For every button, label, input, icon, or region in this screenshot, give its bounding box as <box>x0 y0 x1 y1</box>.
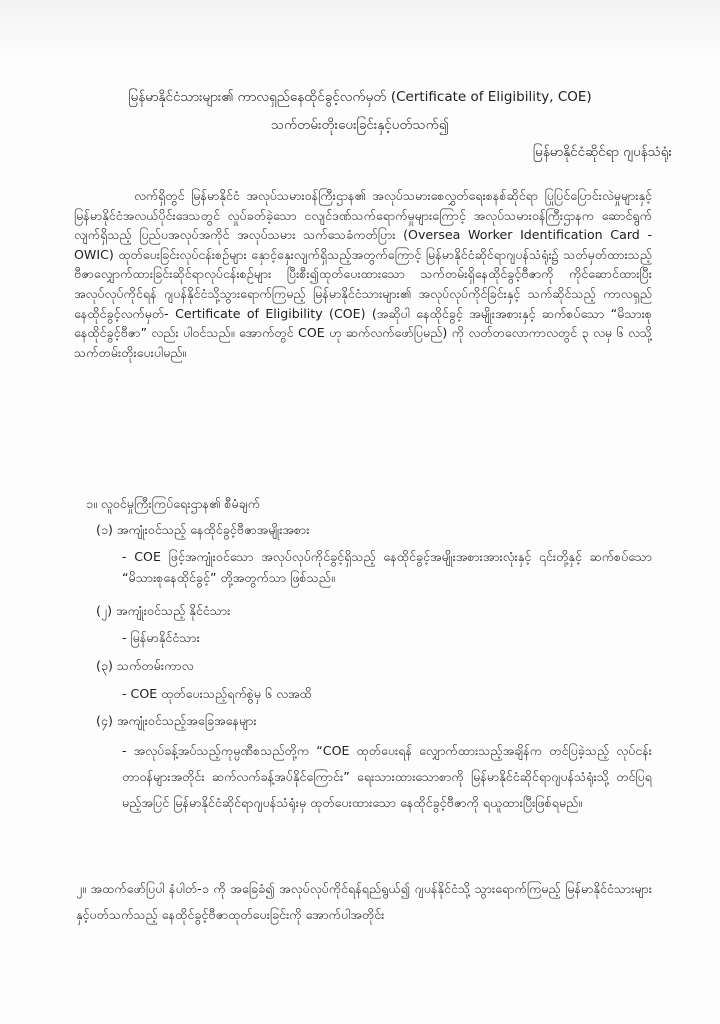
intro-paragraph <box>74 186 652 468</box>
item-1-body: - COE ဖြင့်အကျုံးဝင်သော အလုပ်လုပ်ကိုင်ခွင့်ရှိသည့် နေထိုင်ခွင့်အမျိုးအစားအားလုံးနှင့် ၎င်းတို့နှင့် ဆက်စပ်သော “မိသားစုနေထိုင်ခွင့်” တို့အတွက်သာ ဖြစ်သည်။ <box>122 549 652 585</box>
issuing-organization: မြန်မာနိုင်ငံဆိုင်ရာ ဂျပန်သံရုံး <box>532 144 672 160</box>
intro-text: လက်ရှိတွင် မြန်မာနိုင်ငံ အလုပ်သမားဝန်ကြီးဌာန၏ အလုပ်သမားစေလွှတ်ရေးစနစ်ဆိုင်ရာ ပြုပြင်ပြောင်းလဲမှုများနှင့် မြန်မာနိုင်ငံအလယ်ပိုင်းဒေသတွင် လှုပ်ခတ်ခဲ့သော ငလျင်ဒဏ်သက်ရောက်မှုများကြောင့် အလုပ်သမားဝန်ကြီးဌာနက ဆောင်ရွက်လျက်ရှိသည့် ပြည်ပအလုပ်အကိုင် အလုပ်သမား သက်သေခံကတ်ပြား (Oversea Worker Identification Card - OWIC) ထုတ်ပေးခြင်းလုပ်ငန်းစဉ်များ နှောင့်နှေးလျက်ရှိသည့်အတွက်ကြောင့် မြန်မာနိုင်ငံဆိုင်ရာဂျပန်သံရုံး၌ သတ်မှတ်ထားသည့် ဗီဇာလျှောက်ထားခြင်းဆိုင်ရာလုပ်ငန်းစဉ်များ ပြီးစီး၍ထုတ်ပေးထားသော သက်တမ်းရှိနေထိုင်ခွင့်ဗီဇာကို ကိုင်ဆောင်ထားပြီး အလုပ်လုပ်ကိုင်ရန် ဂျပန်နိုင်ငံသို့သွားရောက်ကြမည့် မြန်မာနိုင်ငံသားများ၏ အလုပ်လုပ်ကိုင်ခြင်းနှင့် သက်ဆိုင်သည့် ကာလရှည်နေထိုင်ခွင့်လက်မှတ်- Certificate of Eligibility (COE) (အဆိုပါ နေထိုင်ခွင့် အမျိုးအစားနှင့် ဆက်စပ်သော “မိသားစု နေထိုင်ခွင့်ဗီဇာ” လည်း ပါဝင်သည်။ အောက်တွင် COE ဟု ဆက်လက်ဖော်ပြမည်) ကို လတ်တလောကာလတွင် ၃ လမှ ၆ လသို့ သက်တမ်းတိုးပေးပါမည်။ <box>74 188 652 360</box>
item-3-body: - COE ထုတ်ပေးသည့်ရက်စွဲမှ ၆ လအထိ <box>122 686 312 701</box>
title-line-1: မြန်မာနိုင်ငံသားများ၏ ကာလရှည်နေထိုင်ခွင့်လက်မှတ် (Certificate of Eligibility, COE) <box>128 89 592 105</box>
title-line-2: သက်တမ်းတိုးပေးခြင်းနှင့်ပတ်သက်၍ <box>270 117 450 133</box>
item-3-heading: (၃) သက်တမ်းကာလ <box>96 658 194 673</box>
section-2-paragraph: ၂။ အထက်ဖော်ပြပါ နံပါတ်-၁ ကို အခြေခံ၍ အလုပ်လုပ်ကိုင်ရန်ရည်ရွယ်၍ ဂျပန်နိုင်ငံသို့ သွားရောက်ကြမည့် မြန်မာနိုင်ငံသားများနှင့်ပတ်သက်သည့် နေထိုင်ခွင့်ဗီဇာထုတ်ပေးခြင်းကို အောက်ပါအတိုင်း <box>76 881 652 922</box>
section-1-heading: ၁။ လူဝင်မှုကြီးကြပ်ရေးဌာန၏ စီမံချက် <box>86 496 261 511</box>
item-2-heading: (၂) အကျုံးဝင်သည့် နိုင်ငံသား <box>96 603 231 618</box>
item-2-body: - မြန်မာနိုင်ငံသား <box>122 630 200 645</box>
item-1-heading: (၁) အကျုံးဝင်သည့် နေထိုင်ခွင့်ဗီဇာအမျိုးအစား <box>96 522 310 537</box>
item-4-body: - အလုပ်ခန့်အပ်သည့်ကုမ္ပဏီစသည်တို့က “COE ထုတ်ပေးရန် လျှောက်ထားသည့်အချိန်က တင်ပြခဲ့သည့် လုပ်ငန်းတာဝန်များအတိုင်း ဆက်လက်ခန့်အပ်နိုင်ကြောင်း” ရေးသားထားသောစာကို မြန်မာနိုင်ငံဆိုင်ရာဂျပန်သံရုံးသို့ တင်ပြရမည့်အပြင် မြန်မာနိုင်ငံဆိုင်ရာဂျပန်သံရုံးမှ ထုတ်ပေးထားသော နေထိုင်ခွင့်ဗီဇာကို ရယူထားပြီးဖြစ်ရမည်။ <box>122 743 652 810</box>
scan-shadow <box>0 0 720 60</box>
item-4-heading: (၄) အကျုံးဝင်သည့်အခြေအနေများ <box>96 713 257 728</box>
